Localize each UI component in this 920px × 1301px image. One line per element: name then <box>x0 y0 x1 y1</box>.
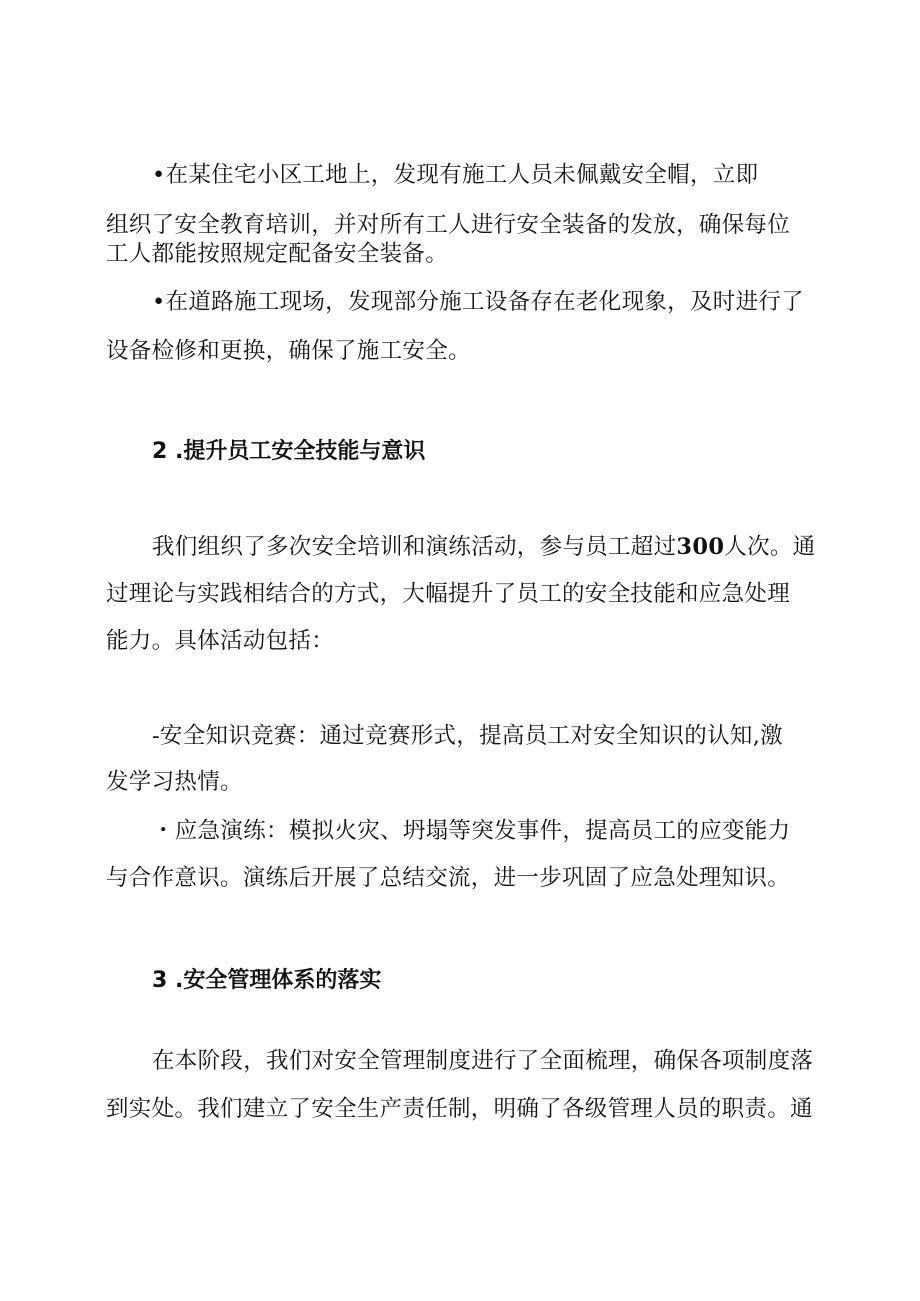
activity-1-line-1: -安全知识竞赛：通过竞赛形式，提高员工对安全知识的认知,激 <box>152 723 783 749</box>
section-2-paragraph-line-3: 能力。具体活动包括： <box>106 628 335 654</box>
activity-2-line-1: ・应急演练：模拟火灾、坍塌等突发事件，提高员工的应变能力 <box>152 818 791 844</box>
bullet-1-line-1: •在某住宅小区工地上，发现有施工人员未佩戴安全帽，立即 <box>152 162 759 188</box>
activity-2-line-2: 与合作意识。演练后开展了总结交流，进一步巩固了应急处理知识。 <box>106 865 791 891</box>
bullet-1-line-2: 组织了安全教育培训，并对所有工人进行安全装备的发放，确保每位 <box>106 212 791 238</box>
section-3-paragraph-line-2: 到实处。我们建立了安全生产责任制，明确了各级管理人员的职责。通 <box>106 1096 813 1122</box>
bullet-1-line-3: 工人都能按照规定配备安全装备。 <box>106 241 449 267</box>
paragraph-text: 我们组织了多次安全培训和演练活动，参与员工超过 <box>152 534 677 560</box>
participant-count: 300 <box>676 534 725 560</box>
bullet-2-line-1: •在道路施工现场，发现部分施工设备存在老化现象，及时进行了 <box>152 289 804 315</box>
activity-1-line-2: 发学习热情。 <box>106 769 243 795</box>
section-2-paragraph-line-2: 过理论与实践相结合的方式，大幅提升了员工的安全技能和应急处理 <box>106 581 791 607</box>
bullet-2-line-2: 设备检修和更换，确保了施工安全。 <box>106 338 471 364</box>
section-3-heading: 3 .安全管理体系的落实 <box>152 968 382 993</box>
section-2-paragraph-line-1 <box>152 532 815 562</box>
section-3-paragraph-line-1: 在本阶段，我们对安全管理制度进行了全面梳理，确保各项制度落 <box>152 1048 814 1074</box>
section-2-heading: 2 .提升员工安全技能与意识 <box>152 439 426 464</box>
paragraph-text: 人次。通 <box>724 534 816 560</box>
